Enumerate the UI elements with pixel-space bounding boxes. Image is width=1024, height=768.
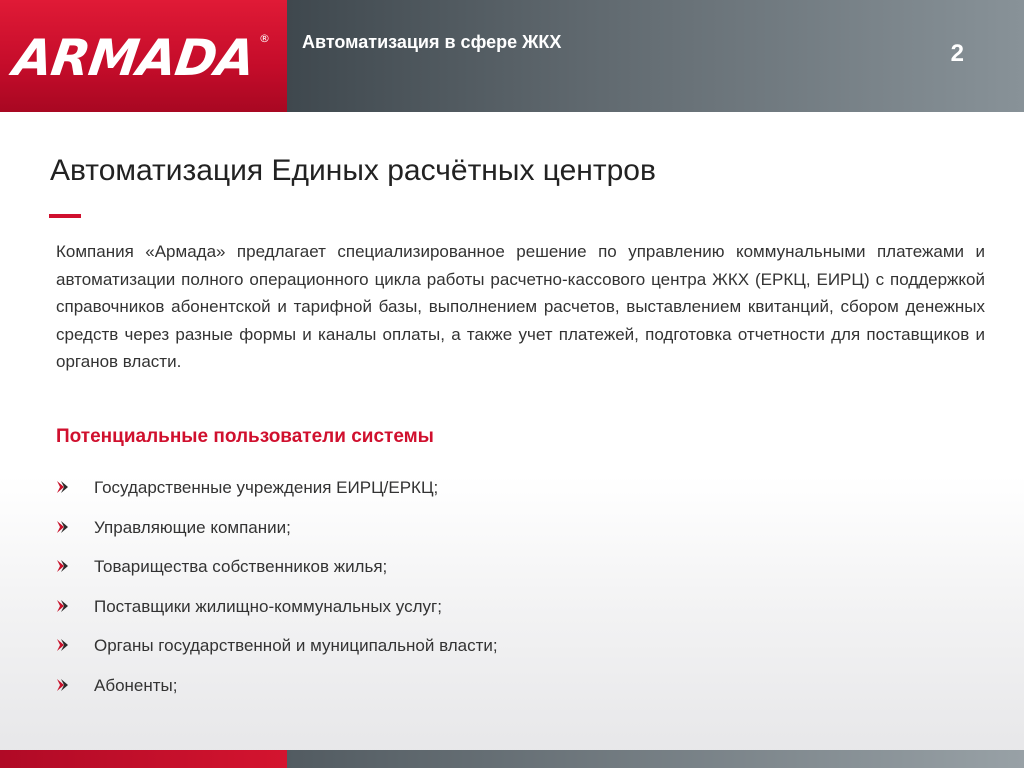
header-bar: [287, 0, 1024, 112]
list-item-text: Органы государственной и муниципальной власти;: [94, 636, 498, 655]
list-item: [56, 556, 498, 596]
arrow-bullet-icon: [56, 678, 70, 692]
arrow-bullet-icon: [56, 599, 70, 613]
logo-wordmark: ARMADA: [9, 29, 258, 87]
list-item-text: Государственные учреждения ЕИРЦ/ЕРКЦ;: [94, 478, 439, 497]
users-subheading: Потенциальные пользователи системы: [56, 426, 434, 447]
intro-paragraph: Компания «Армада» предлагает специализированное решение по управлению коммунальными платежами и автоматизации полного операционного цикла работы расчетно-кассового центра ЖКХ (ЕРКЦ, ЕИРЦ) с поддержкой справочников абонентской и тарифной базы, выполнением расчетов, выставлением квитанций, сбором денежных средств через разные формы и каналы оплаты, а также учет платежей, подготовка отчетности для поставщиков и органов власти.: [56, 242, 985, 371]
arrow-bullet-icon: [56, 520, 70, 534]
arrow-bullet-icon: [56, 638, 70, 652]
page-number: 2: [950, 40, 964, 67]
armada-logo: [0, 0, 287, 112]
slide-footer: [0, 750, 1024, 768]
arrow-bullet-icon: [56, 559, 70, 573]
list-item: [56, 675, 498, 715]
list-item: [56, 517, 498, 557]
list-item-text: Управляющие компании;: [94, 517, 291, 537]
slide-header: [0, 0, 1024, 112]
arrow-bullet-icon: [56, 480, 70, 494]
slide-title: Автоматизация Единых расчётных центров: [50, 154, 656, 187]
list-item-text: Поставщики жилищно-коммунальных услуг;: [94, 596, 442, 616]
footer-gray-bar: [287, 750, 1024, 768]
users-list: [56, 477, 498, 714]
list-item: [56, 635, 498, 675]
footer-red-bar: [0, 750, 287, 768]
section-title: Автоматизация в сфере ЖКХ: [302, 32, 562, 52]
list-item-text: Товарищества собственников жилья;: [94, 557, 388, 576]
list-item: [56, 477, 498, 517]
list-item: [56, 596, 498, 636]
list-item-text: Абоненты;: [94, 675, 178, 695]
title-underline-accent: [49, 214, 81, 218]
registered-mark: ®: [259, 32, 270, 45]
